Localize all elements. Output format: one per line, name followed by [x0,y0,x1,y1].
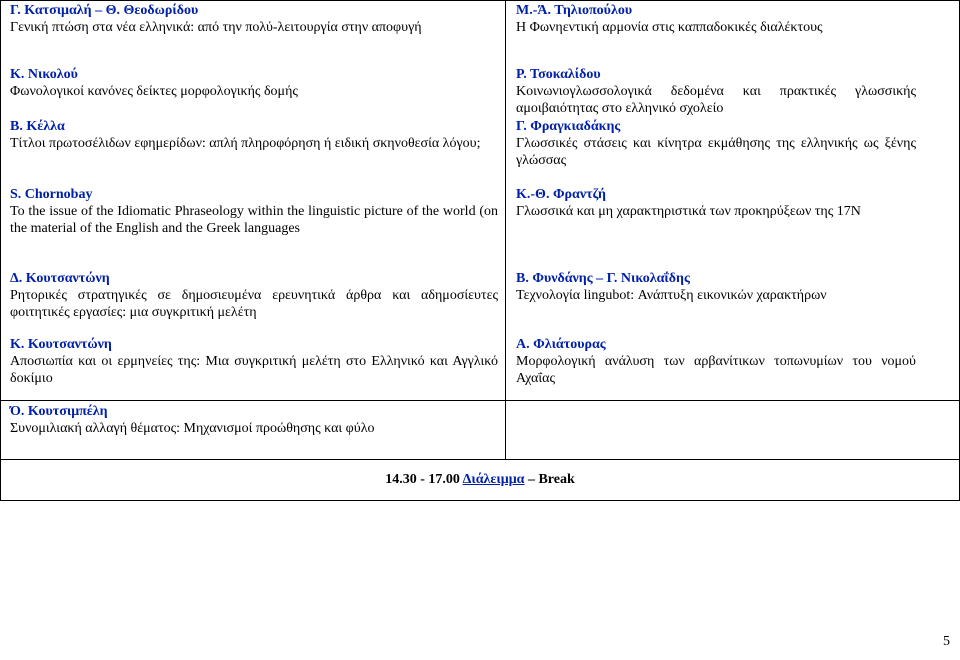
entry-left-6 [10,336,498,387]
page-number: 5 [943,634,950,649]
entry-right-6 [516,336,916,387]
entry-author: Γ. Φραγκιαδάκης [516,119,621,134]
entry-title: Φωνολογικοί κανόνες δείκτες μορφολογικής δομής [10,84,298,99]
break-label-greek: Διάλειμμα [462,472,525,487]
entry-left-7 [10,403,498,437]
break-time: 14.30 - 17.00 [385,472,460,487]
entry-right-5 [516,270,916,304]
entry-title: To the issue of the Idiomatic Phraseology within the linguistic picture of the world (on the material of the English and the Greek languages [10,204,498,236]
entry-left-2 [10,66,498,100]
entry-author: Κ. Νικολού [10,67,78,82]
entry-left-1 [10,2,498,36]
entry-left-4 [10,186,498,237]
entry-left-5 [10,270,498,321]
entry-author: Ρ. Τσοκαλίδου [516,67,601,82]
right-extra-cell [505,400,960,460]
entry-author: Κ. Κουτσαντώνη [10,337,112,352]
entry-title: Μορφολογική ανάλυση των αρβανίτικων τοπωνυμίων του νομού Αχαΐας [516,354,916,386]
break-label [0,472,960,488]
entry-title: Γενική πτώση στα νέα ελληνικά: από την πολύ-λειτουργία στην αποφυγή [10,20,422,35]
entry-author: Μ.-Ά. Τηλιοπούλου [516,3,633,18]
entry-title: Γλωσσικές στάσεις και κίνητρα εκμάθησης της ελληνικής ως ξένης γλώσσας [516,136,916,168]
entry-title: Ρητορικές στρατηγικές σε δημοσιευμένα ερευνητικά άρθρα και αδημοσίευτες φοιτητικές εργασίες: μια συγκριτική μελέτη [10,288,498,320]
entry-title: Κοινωνιογλωσσολογικά δεδομένα και πρακτικές γλωσσικής αμοιβαιότητας στο ελληνικό σχολείο [516,84,916,116]
entry-author: Δ. Κουτσαντώνη [10,271,110,286]
entry-right-4 [516,186,916,220]
entry-title: Συνομιλιακή αλλαγή θέματος: Μηχανισμοί προώθησης και φύλο [10,421,375,436]
entry-author: Γ. Κατσιμαλή – Θ. Θεοδωρίδου [10,3,199,18]
entry-title: Τεχνολογία lingubot: Ανάπτυξη εικονικών χαρακτήρων [516,288,827,303]
entry-title: Αποσιωπία και οι ερμηνείες της: Μια συγκριτική μελέτη στο Ελληνικό και Αγγλικό δοκίμιο [10,354,498,386]
break-label-english: Break [538,472,575,487]
entry-title: Γλωσσικά και μη χαρακτηριστικά των προκηρύξεων της 17Ν [516,204,861,219]
entry-author: Β. Κέλλα [10,119,65,134]
entry-right-3 [516,118,916,169]
entry-title: Η Φωνηεντική αρμονία στις καππαδοκικές διαλέκτους [516,20,823,35]
entry-title: Τίτλοι πρωτοσέλιδων εφημερίδων: απλή πληροφόρηση ή ειδική σκηνοθεσία λόγου; [10,136,481,151]
entry-author: Κ.-Θ. Φραντζή [516,187,606,202]
break-dash: – [527,472,535,487]
entry-right-2 [516,66,916,117]
entry-left-3 [10,118,498,152]
entry-right-1 [516,2,916,36]
entry-author: S. Chornobay [10,187,93,202]
entry-author: Ό. Κουτσιμπέλη [10,404,108,419]
entry-author: Α. Φλιάτουρας [516,337,606,352]
entry-author: Β. Φυνδάνης – Γ. Νικολαΐδης [516,271,690,286]
